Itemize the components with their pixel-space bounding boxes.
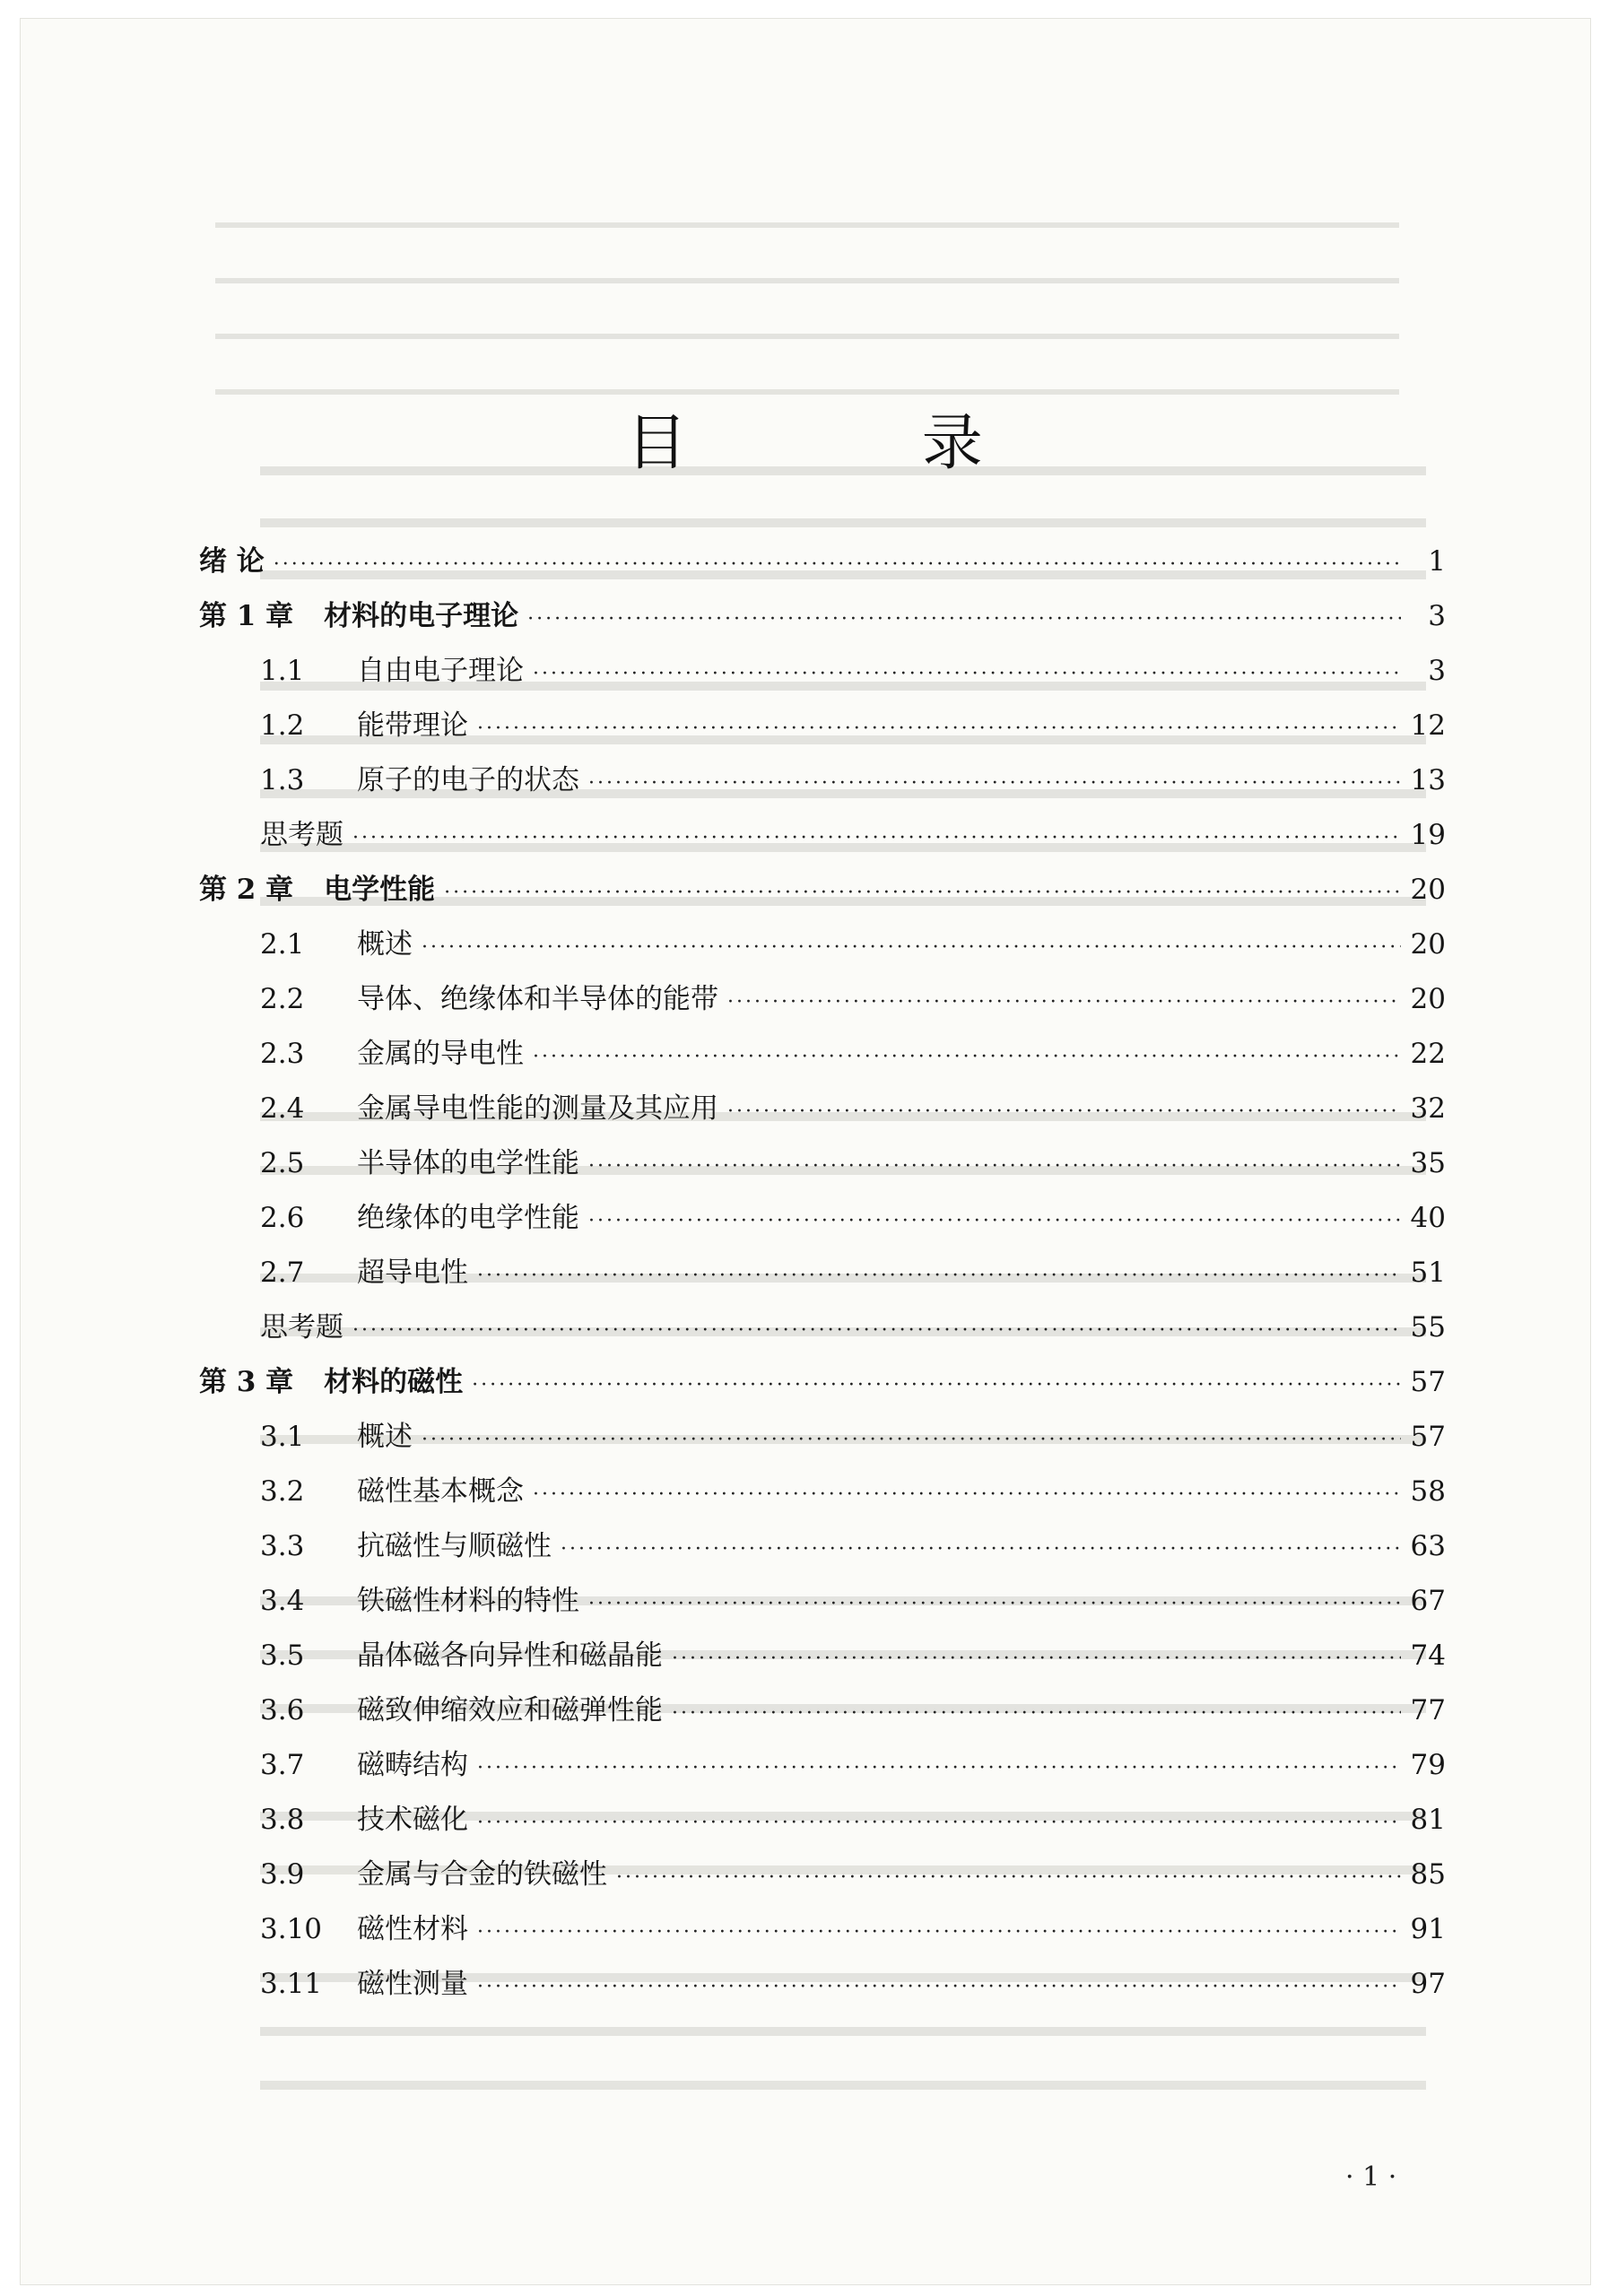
dot-leader [422, 1413, 1401, 1467]
toc-entry-number: 3.2 [260, 1475, 305, 1508]
toc-entry-number: 2.5 [260, 1147, 305, 1179]
toc-entry [199, 918, 1446, 972]
toc-entry-page: 55 [1410, 1311, 1446, 1344]
toc-entry-label: 材料的电子理论 [324, 600, 519, 632]
dot-leader [477, 1905, 1401, 1960]
toc-entry-page: 20 [1410, 983, 1446, 1015]
toc-entry-number: 3.5 [260, 1639, 305, 1672]
toc-entry-number: 2.1 [260, 928, 305, 961]
toc-entry [199, 1410, 1446, 1465]
toc-entry-number: 2.6 [260, 1202, 305, 1234]
dot-leader [616, 1850, 1401, 1905]
toc-entry-number: 2.3 [260, 1038, 305, 1070]
toc-entry [199, 1465, 1446, 1519]
toc-entry-number: 3.1 [260, 1421, 305, 1453]
page-title: 目 录 [626, 408, 1091, 479]
toc-entry-label: 磁性测量 [357, 1968, 468, 2000]
toc-entry [199, 589, 1446, 644]
toc-entry-label: 材料的磁性 [324, 1366, 464, 1398]
dot-leader [352, 1303, 1401, 1358]
toc-entry [199, 1902, 1446, 1957]
toc-entry [199, 1519, 1446, 1574]
dot-leader [422, 920, 1401, 975]
dot-leader [588, 1577, 1401, 1631]
toc-entry-number: 3.10 [260, 1913, 323, 1945]
toc-entry-page: 85 [1410, 1858, 1446, 1891]
dot-leader [588, 756, 1401, 811]
dot-leader [588, 1139, 1401, 1194]
toc-entry-label: 晶体磁各向异性和磁晶能 [357, 1639, 663, 1672]
toc-entry [199, 1574, 1446, 1629]
toc-entry-page: 51 [1410, 1257, 1446, 1289]
dot-leader [274, 537, 1401, 592]
toc-entry-page: 79 [1410, 1749, 1446, 1781]
toc-entry-label: 半导体的电学性能 [357, 1147, 579, 1179]
toc-entry-page: 3 [1428, 655, 1446, 687]
toc-entry-page: 35 [1410, 1147, 1446, 1179]
toc-entry-label: 磁致伸缩效应和磁弹性能 [357, 1694, 663, 1726]
toc-entry-label: 概述 [357, 928, 413, 961]
toc-entry-number: 3.8 [260, 1804, 305, 1836]
toc-entry-label: 绪 论 [199, 545, 265, 578]
toc-entry-number: 2.2 [260, 983, 305, 1015]
toc-entry-page: 57 [1410, 1421, 1446, 1453]
toc-entry-number: 第 1 章 [199, 600, 294, 632]
toc-entry-number: 第 3 章 [199, 1366, 294, 1398]
dot-leader [527, 592, 1401, 647]
toc-entry-page: 13 [1410, 764, 1446, 796]
toc-entry-number: 第 2 章 [199, 874, 294, 906]
toc-entry [199, 699, 1446, 753]
toc-entry-number: 3.11 [260, 1968, 323, 2000]
toc-entry-page: 57 [1410, 1366, 1446, 1398]
toc-entry-label: 绝缘体的电学性能 [357, 1202, 579, 1234]
toc-entry-page: 74 [1410, 1639, 1446, 1672]
dot-leader [588, 1194, 1401, 1248]
toc-entry-label: 抗磁性与顺磁性 [357, 1530, 552, 1562]
toc-entry-number: 3.4 [260, 1585, 305, 1617]
toc-entry-label: 概述 [357, 1421, 413, 1453]
toc-entry [199, 1355, 1446, 1410]
toc-entry [199, 1738, 1446, 1793]
toc-entry-label: 金属的导电性 [357, 1038, 524, 1070]
toc-entry-label: 铁磁性材料的特性 [357, 1585, 579, 1617]
toc-entry-page: 97 [1410, 1968, 1446, 2000]
dot-leader [477, 1960, 1401, 2014]
toc-entry-label: 超导电性 [357, 1257, 468, 1289]
toc-entry [199, 972, 1446, 1027]
toc-entry-label: 金属导电性能的测量及其应用 [357, 1092, 718, 1125]
page-number: · 1 · [1345, 2161, 1397, 2193]
toc-entry [199, 1683, 1446, 1738]
toc-entry [199, 1957, 1446, 2012]
toc-entry-label: 金属与合金的铁磁性 [357, 1858, 607, 1891]
toc-entry-page: 19 [1410, 819, 1446, 851]
toc-entry-page: 91 [1410, 1913, 1446, 1945]
toc-entry [199, 1300, 1446, 1355]
toc-entry-page: 20 [1410, 928, 1446, 961]
dot-leader [477, 1741, 1401, 1796]
toc-entry-number: 3.7 [260, 1749, 305, 1781]
dot-leader [477, 1248, 1401, 1303]
dot-leader [533, 647, 1401, 701]
toc-entry [199, 535, 1446, 589]
toc-entry-page: 81 [1410, 1804, 1446, 1836]
dot-leader [672, 1631, 1401, 1686]
toc-entry [199, 1246, 1446, 1300]
toc-entry [199, 1629, 1446, 1683]
toc-entry [199, 1793, 1446, 1848]
dot-leader [672, 1686, 1401, 1741]
dot-leader [444, 865, 1401, 920]
toc-entry-label: 原子的电子的状态 [357, 764, 579, 796]
toc-entry-page: 20 [1410, 874, 1446, 906]
toc-entry-number: 1.2 [260, 709, 305, 742]
toc-entry-page: 3 [1428, 600, 1446, 632]
toc-entry-page: 1 [1428, 545, 1446, 578]
dot-leader [561, 1522, 1401, 1577]
toc-entry-page: 67 [1410, 1585, 1446, 1617]
toc-entry-page: 40 [1410, 1202, 1446, 1234]
toc-entry-label: 磁性基本概念 [357, 1475, 524, 1508]
toc-entry-label: 技术磁化 [357, 1804, 468, 1836]
toc-entry-label: 思考题 [260, 819, 344, 851]
toc-entry [199, 1027, 1446, 1082]
toc-entry-label: 思考题 [260, 1311, 344, 1344]
toc-entry [199, 863, 1446, 918]
dot-leader [477, 701, 1401, 756]
table-of-contents [199, 535, 1446, 2012]
toc-entry-number: 3.6 [260, 1694, 305, 1726]
toc-entry-page: 63 [1410, 1530, 1446, 1562]
toc-entry-page: 12 [1410, 709, 1446, 742]
toc-entry [199, 1136, 1446, 1191]
toc-entry-label: 磁畴结构 [357, 1749, 468, 1781]
toc-entry-label: 电学性能 [324, 874, 436, 906]
toc-entry [199, 644, 1446, 699]
toc-entry-page: 22 [1410, 1038, 1446, 1070]
toc-entry-label: 自由电子理论 [357, 655, 524, 687]
toc-entry-number: 3.9 [260, 1858, 305, 1891]
toc-entry-label: 导体、绝缘体和半导体的能带 [357, 983, 718, 1015]
toc-entry [199, 1848, 1446, 1902]
toc-entry-number: 2.7 [260, 1257, 305, 1289]
toc-entry-number: 1.1 [260, 655, 305, 687]
toc-entry [199, 808, 1446, 863]
dot-leader [352, 811, 1401, 865]
toc-entry-number: 1.3 [260, 764, 305, 796]
dot-leader [472, 1358, 1401, 1413]
toc-entry [199, 753, 1446, 808]
toc-entry-label: 能带理论 [357, 709, 468, 742]
dot-leader [533, 1467, 1401, 1522]
toc-entry-page: 32 [1410, 1092, 1446, 1125]
dot-leader [727, 1084, 1401, 1139]
toc-entry-label: 磁性材料 [357, 1913, 468, 1945]
toc-entry-page: 58 [1410, 1475, 1446, 1508]
dot-leader [727, 975, 1401, 1030]
dot-leader [533, 1030, 1401, 1084]
toc-entry-page: 77 [1410, 1694, 1446, 1726]
toc-entry [199, 1191, 1446, 1246]
toc-entry-number: 3.3 [260, 1530, 305, 1562]
dot-leader [477, 1796, 1401, 1850]
toc-entry-number: 2.4 [260, 1092, 305, 1125]
toc-entry [199, 1082, 1446, 1136]
